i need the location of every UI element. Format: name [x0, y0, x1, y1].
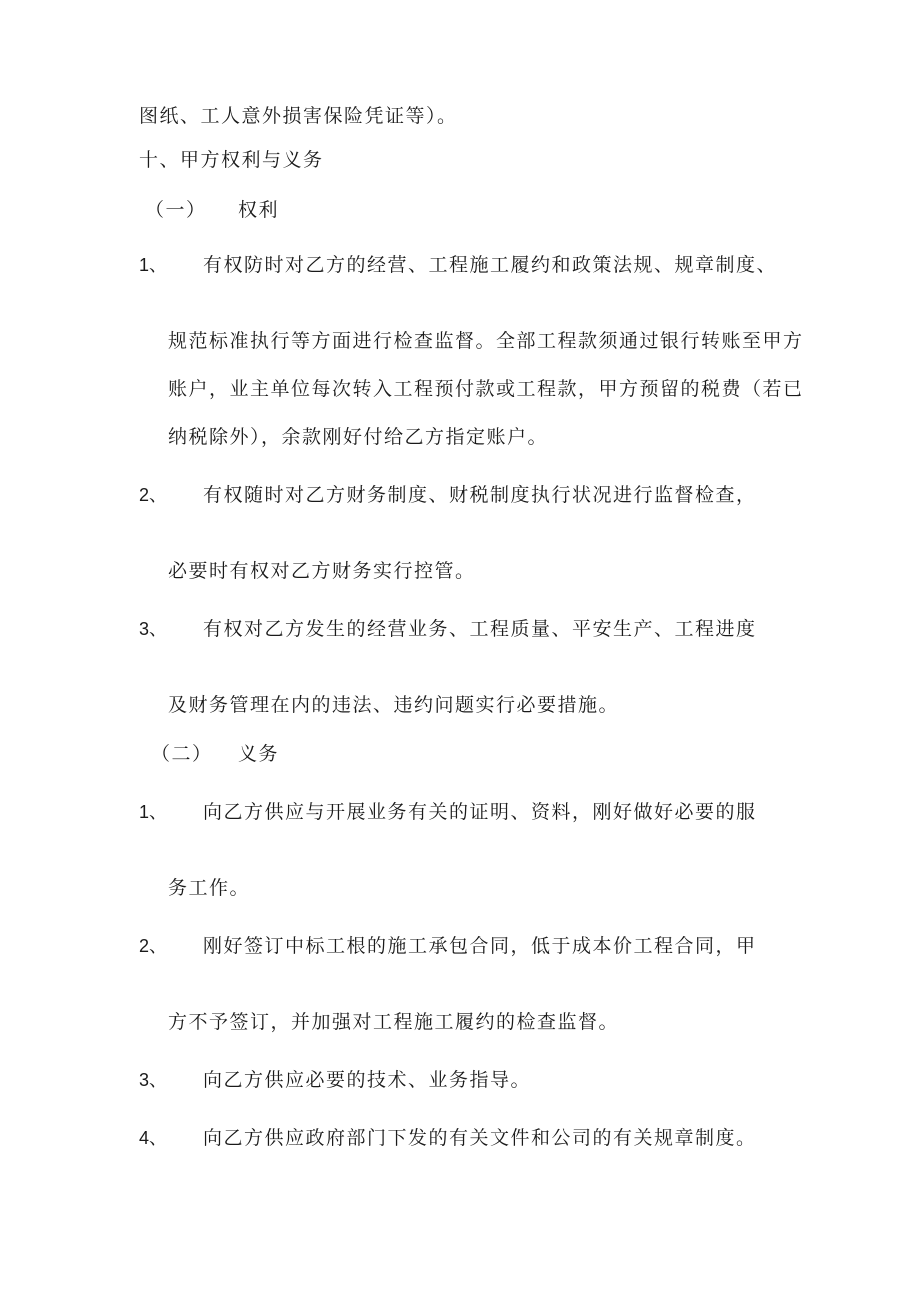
- rights-item-2-first-line: 有权随时对乙方财务制度、财税制度执行状况进行监督检查，: [203, 484, 757, 506]
- duties-marker: （二）: [151, 743, 213, 765]
- duties-item-4-first-line: 向乙方供应政府部门下发的有关文件和公司的有关规章制度。: [203, 1127, 757, 1149]
- rights-item-3-number: 3、: [139, 619, 168, 639]
- rights-item-2-line: 必要时有权对乙方财务实行控管。: [168, 560, 476, 582]
- duties-heading: 义务: [238, 743, 280, 765]
- duties-item-2-first-line: 刚好签订中标工根的施工承包合同，低于成本价工程合同，甲: [203, 935, 757, 957]
- duties-item-4-number: 4、: [139, 1128, 168, 1148]
- rights-heading: 权利: [238, 199, 280, 221]
- rights-item-2-number: 2、: [139, 485, 168, 505]
- rights-item-3-first-line: 有权对乙方发生的经营业务、工程质量、平安生产、工程进度: [203, 618, 757, 640]
- rights-item-1-line: 账户，业主单位每次转入工程预付款或工程款，甲方预留的税费（若已: [168, 378, 804, 400]
- duties-item-1-line: 务工作。: [168, 877, 251, 899]
- rights-item-3-line: 及财务管理在内的违法、违约问题实行必要措施。: [168, 694, 620, 716]
- duties-item-3-number: 3、: [139, 1070, 168, 1090]
- rights-item-1-line: 纳税除外），余款刚好付给乙方指定账户。: [168, 426, 549, 448]
- duties-item-3-first-line: 向乙方供应必要的技术、业务指导。: [203, 1069, 532, 1091]
- intro-tail-text: 图纸、工人意外损害保险凭证等）。: [139, 105, 458, 127]
- section-title: 十、甲方权利与义务: [139, 149, 324, 171]
- rights-item-1-line: 规范标准执行等方面进行检查监督。全部工程款须通过银行转账至甲方: [168, 330, 804, 352]
- rights-item-1-first-line: 有权防时对乙方的经营、工程施工履约和政策法规、规章制度、: [203, 254, 778, 276]
- rights-item-1-number: 1、: [139, 255, 168, 275]
- duties-item-2-number: 2、: [139, 936, 168, 956]
- duties-item-1-number: 1、: [139, 802, 168, 822]
- rights-marker: （一）: [145, 199, 207, 221]
- duties-item-2-line: 方不予签订，并加强对工程施工履约的检查监督。: [168, 1011, 620, 1033]
- duties-item-1-first-line: 向乙方供应与开展业务有关的证明、资料，刚好做好必要的服: [203, 801, 757, 823]
